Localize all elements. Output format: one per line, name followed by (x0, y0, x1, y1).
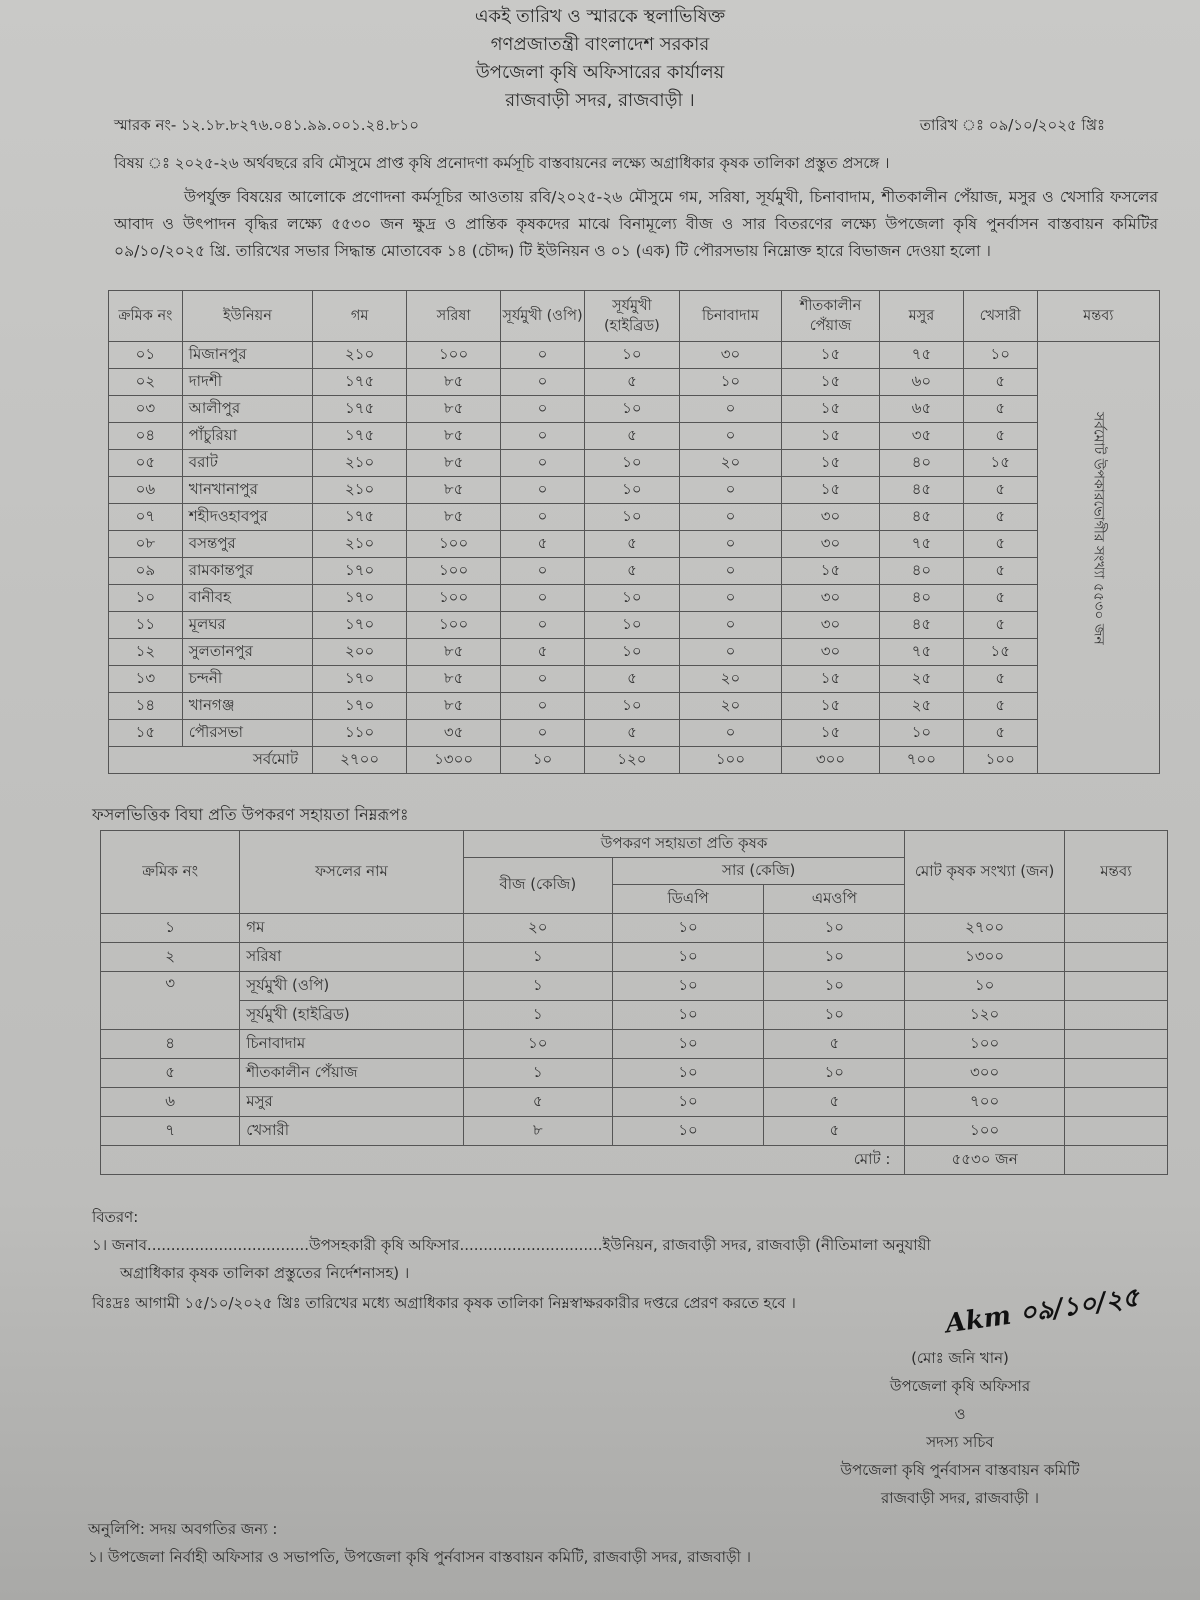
cell-mustard: ৮৫ (407, 396, 501, 423)
cell-grass-pea: ৫ (963, 720, 1037, 747)
cell-seed: ১ (463, 972, 612, 1001)
cell-crop: খেসারী (240, 1117, 463, 1146)
cell-mustard: ৮৫ (407, 504, 501, 531)
col-crop-name (240, 831, 463, 914)
cell-union: বসন্তপুর (182, 531, 312, 558)
cell-farmers: ১০০ (905, 1030, 1064, 1059)
signatory-name: (মোঃ জনি খান) (911, 1349, 1009, 1367)
cell-union: চন্দনী (182, 666, 312, 693)
cell-union: সুলতানপুর (182, 639, 312, 666)
cell-mustard: ১০০ (407, 531, 501, 558)
cell-serial: ১ (101, 914, 240, 943)
cell-mustard: ৮৫ (407, 693, 501, 720)
cell-winter-onion: ৩০ (781, 531, 879, 558)
table-header-row (109, 291, 1160, 342)
cell-lentil: ৪৫ (880, 504, 964, 531)
cell-sunflower-op: ০ (501, 504, 585, 531)
cell-mop: ১০ (764, 1001, 905, 1030)
cell-union: শহীদওহাবপুর (182, 504, 312, 531)
total-row (101, 1146, 1168, 1175)
cell-farmers: ১০ (905, 972, 1064, 1001)
cell-winter-onion: ১৫ (781, 558, 879, 585)
cell-winter-onion: ১৫ (781, 423, 879, 450)
col-fertilizer: সার (কেজি) (612, 858, 905, 885)
cell-crop: মসুর (240, 1088, 463, 1117)
cell-wheat: ২১০ (313, 450, 407, 477)
cell-remark (1064, 1030, 1167, 1059)
table-row (109, 612, 1160, 639)
cell-farmers: ১০০ (905, 1117, 1064, 1146)
total-label: মোট : (101, 1146, 905, 1175)
cell-crop: গম (240, 914, 463, 943)
total-sunflower-op: ১০ (501, 747, 585, 774)
table-row (109, 450, 1160, 477)
cell-grass-pea: ৫ (963, 477, 1037, 504)
cell-serial: ২ (101, 943, 240, 972)
cell-mustard: ৮৫ (407, 423, 501, 450)
distribution-title: বিতরণ: (92, 1208, 139, 1226)
cell-groundnut: ০ (679, 585, 781, 612)
cell-mop: ৫ (764, 1088, 905, 1117)
cell-wheat: ২০০ (313, 639, 407, 666)
cell-sunflower-hybrid: ৫ (584, 369, 679, 396)
total-farmers-value: ৫৫৩০ জন (905, 1146, 1064, 1175)
subject-line: বিষয় ঃ ২০২৫-২৬ অর্থবছরে রবি মৌসুমে প্রাপ্ত কৃষি প্রনোদণা কর্মসূচি বাস্তবায়নের লক্ষ্যে অগ্রাধিকার কৃষক তালিকা প্রস্তুত প্রসঙ্গে । (114, 154, 890, 172)
cell-sunflower-hybrid: ১০ (584, 693, 679, 720)
col-grass-pea: খেসারী (963, 291, 1037, 342)
cell-groundnut: ২০ (679, 666, 781, 693)
signatory-and: ও (954, 1405, 966, 1423)
col-union: ইউনিয়ন (182, 291, 312, 342)
col-serial: ক্রমিক নং (101, 831, 240, 914)
col-serial: ক্রমিক নং (109, 291, 183, 342)
cell-groundnut: ০ (679, 612, 781, 639)
total-row (109, 747, 1160, 774)
cell-grass-pea: ৫ (963, 612, 1037, 639)
cell-wheat: ১৭০ (313, 693, 407, 720)
cell-dap: ১০ (612, 1030, 763, 1059)
cell-union: বানীবহ (182, 585, 312, 612)
cell-farmers: ৩০০ (905, 1059, 1064, 1088)
cell-wheat: ১৭৫ (313, 396, 407, 423)
cell-sunflower-hybrid: ১০ (584, 612, 679, 639)
cell-groundnut: ২০ (679, 450, 781, 477)
cell-remark (1064, 972, 1167, 1001)
cell-dap: ১০ (612, 1001, 763, 1030)
cell-dap: ১০ (612, 972, 763, 1001)
total-winter-onion: ৩০০ (781, 747, 879, 774)
cell-lentil: ৬৫ (880, 396, 964, 423)
cell-lentil: ১০ (880, 720, 964, 747)
table-row (109, 531, 1160, 558)
cell-mustard: ১০০ (407, 612, 501, 639)
table-row (109, 585, 1160, 612)
cell-grass-pea: ৫ (963, 666, 1037, 693)
union-allocation-table (108, 290, 1160, 774)
table-row (109, 477, 1160, 504)
table-row (101, 1088, 1168, 1117)
body-paragraph: উপর্যুক্ত বিষয়ের আলোকে প্রণোদনা কর্মসূচির আওতায় রবি/২০২৫-২৬ মৌসুমে গম, সরিষা, সূর্যমুখী, চিনাবাদাম, শীতকালীন পেঁয়াজ, মসুর ও খেসারি ফসলের আবাদ ও উৎপাদন বৃদ্ধির লক্ষ্যে ৫৫৩০ জন ক্ষুদ্র ও প্রান্তিক কৃষকদের মাঝে বিনামূল্যে বীজ ও সার বিতরণের লক্ষ্যে উপজেলা কৃষি পুনর্বাসন বাস্তবায়ন কমিটির ০৯/১০/২০২৫ খ্রি. তারিখের সভার সিদ্ধান্ত মোতাবেক ১৪ (চৌদ্দ) টি ইউনিয়ন ও ০১ (এক) টি পৌরসভায় নিম্নোক্ত হারে বিভাজন দেওয়া হলো । (114, 188, 1158, 260)
cell-mustard: ৮৫ (407, 639, 501, 666)
cell-wheat: ১৭০ (313, 612, 407, 639)
remark-cell: সর্বমোট উপকারভোগীর সংখ্যা ৫৫৩০ জন (1037, 342, 1159, 774)
cell-winter-onion: ১৫ (781, 342, 879, 369)
office-location: রাজবাড়ী সদর, রাজবাড়ী । (505, 90, 695, 111)
cell-mop: ১০ (764, 943, 905, 972)
table-row (101, 972, 1168, 1001)
col-sunflower-op: সূর্যমুখী (ওপি) (501, 291, 585, 342)
cell-lentil: ৪০ (880, 585, 964, 612)
total-sunflower-hybrid: ১২০ (584, 747, 679, 774)
cell-lentil: ৭৫ (880, 531, 964, 558)
cell-seed: ৮ (463, 1117, 612, 1146)
cell-lentil: ৬০ (880, 369, 964, 396)
cell-sunflower-hybrid: ৫ (584, 423, 679, 450)
cell-groundnut: ০ (679, 423, 781, 450)
cell-union: বরাট (182, 450, 312, 477)
col-mop: এমওপি (764, 885, 905, 914)
cell-serial: ১৫ (109, 720, 183, 747)
table-row (109, 720, 1160, 747)
cell-lentil: ৭৫ (880, 342, 964, 369)
cell-serial: ৪ (101, 1030, 240, 1059)
cell-farmers: ২৭০০ (905, 914, 1064, 943)
cell-serial: ০২ (109, 369, 183, 396)
cell-grass-pea: ৫ (963, 693, 1037, 720)
cell-union: দাদশী (182, 369, 312, 396)
table-row (101, 1030, 1168, 1059)
cell-serial: ০৪ (109, 423, 183, 450)
total-label: সর্বমোট (109, 747, 313, 774)
table-row (109, 693, 1160, 720)
cell-wheat: ১৭০ (313, 666, 407, 693)
cell-serial: ১২ (109, 639, 183, 666)
cell-groundnut: ০ (679, 720, 781, 747)
cell-groundnut: ০ (679, 558, 781, 585)
cell-sunflower-hybrid: ৫ (584, 531, 679, 558)
cell-wheat: ২১০ (313, 477, 407, 504)
cell-remark (1064, 914, 1167, 943)
cell-seed: ১০ (463, 1030, 612, 1059)
cell-sunflower-op: ০ (501, 423, 585, 450)
cell-sunflower-hybrid: ১০ (584, 450, 679, 477)
cell-winter-onion: ১৫ (781, 396, 879, 423)
cell-farmers: ১৩০০ (905, 943, 1064, 972)
cell-crop: চিনাবাদাম (240, 1030, 463, 1059)
cell-mustard: ৮৫ (407, 450, 501, 477)
cell-sunflower-op: ৫ (501, 639, 585, 666)
cell-serial: ০৭ (109, 504, 183, 531)
table-row (101, 943, 1168, 972)
total-mustard: ১৩০০ (407, 747, 501, 774)
section2-title: ফসলভিত্তিক বিঘা প্রতি উপকরণ সহায়তা নিম্নরূপঃ (92, 805, 409, 824)
table-row (101, 1117, 1168, 1146)
cell-union: পাঁচুরিয়া (182, 423, 312, 450)
copy-title: অনুলিপি: সদয় অবগতির জন্য : (88, 1520, 278, 1538)
cell-union: খানখানাপুর (182, 477, 312, 504)
govt-name: গণপ্রজাতন্ত্রী বাংলাদেশ সরকার (490, 34, 710, 55)
cell-wheat: ২১০ (313, 531, 407, 558)
col-lentil: মসুর (880, 291, 964, 342)
cell-groundnut: ০ (679, 531, 781, 558)
signatory-committee: উপজেলা কৃষি পুর্নবাসন বাস্তবায়ন কমিটি (840, 1461, 1080, 1479)
cell-mop: ১০ (764, 972, 905, 1001)
cell-winter-onion: ৩০ (781, 504, 879, 531)
cell-grass-pea: ৫ (963, 504, 1037, 531)
cell-sunflower-op: ০ (501, 450, 585, 477)
cell-sunflower-hybrid: ৫ (584, 558, 679, 585)
cell-remark (1064, 1088, 1167, 1117)
total-remark (1064, 1146, 1167, 1175)
cell-winter-onion: ৩০ (781, 612, 879, 639)
cell-sunflower-op: ০ (501, 720, 585, 747)
signatory-title: উপজেলা কৃষি অফিসার (889, 1377, 1031, 1395)
cell-wheat: ১৭০ (313, 558, 407, 585)
cell-lentil: ৪০ (880, 450, 964, 477)
cell-serial: ০১ (109, 342, 183, 369)
cell-sunflower-hybrid: ৫ (584, 666, 679, 693)
cell-wheat: ১৭৫ (313, 504, 407, 531)
cell-sunflower-op: ০ (501, 477, 585, 504)
signatory-place: রাজবাড়ী সদর, রাজবাড়ী । (881, 1489, 1039, 1507)
cell-sunflower-op: ০ (501, 612, 585, 639)
col-total-farmers: মোট কৃষক সংখ্যা (জন) (905, 831, 1064, 914)
total-grass-pea: ১০০ (963, 747, 1037, 774)
cell-crop: সূর্যমুখী (ওপি) (240, 972, 463, 1001)
distribution-item-1-cont: অগ্রাধিকার কৃষক তালিকা প্রস্তুতের নির্দেশনাসহ) । (120, 1264, 410, 1282)
cell-union: খানগঞ্জ (182, 693, 312, 720)
cell-sunflower-hybrid: ১০ (584, 585, 679, 612)
col-seed: বীজ (কেজি) (463, 858, 612, 914)
col-groundnut: চিনাবাদাম (679, 291, 781, 342)
cell-wheat: ১৭৫ (313, 369, 407, 396)
cell-wheat: ১৭০ (313, 585, 407, 612)
memo-number: স্মারক নং- ১২.১৮.৮২৭৬.০৪১.৯৯.০০১.২৪.৮১০ (114, 116, 420, 134)
cell-farmers: ৭০০ (905, 1088, 1064, 1117)
cell-wheat: ২১০ (313, 342, 407, 369)
input-support-table (100, 830, 1168, 1175)
cell-grass-pea: ৫ (963, 369, 1037, 396)
cell-sunflower-op: ০ (501, 558, 585, 585)
cell-farmers: ১২০ (905, 1001, 1064, 1030)
cell-remark (1064, 943, 1167, 972)
cell-grass-pea: ৫ (963, 423, 1037, 450)
col-dap: ডিএপি (612, 885, 763, 914)
cell-winter-onion: ১৫ (781, 693, 879, 720)
cell-winter-onion: ১৫ (781, 450, 879, 477)
cell-union: রামকান্তপুর (182, 558, 312, 585)
cell-serial: ১৪ (109, 693, 183, 720)
cell-grass-pea: ৫ (963, 531, 1037, 558)
cell-remark (1064, 1059, 1167, 1088)
total-groundnut: ১০০ (679, 747, 781, 774)
cell-groundnut: ০ (679, 396, 781, 423)
cell-remark (1064, 1001, 1167, 1030)
cell-serial: ০৩ (109, 396, 183, 423)
cell-crop: সূর্যমুখী (হাইব্রিড) (240, 1001, 463, 1030)
signatory-title-2: সদস্য সচিব (926, 1433, 994, 1451)
cell-grass-pea: ১৫ (963, 450, 1037, 477)
cell-wheat: ১৭৫ (313, 423, 407, 450)
cell-winter-onion: ১৫ (781, 369, 879, 396)
cell-mustard: ১০০ (407, 342, 501, 369)
cell-mustard: ৩৫ (407, 720, 501, 747)
cell-mustard: ১০০ (407, 585, 501, 612)
office-name: উপজেলা কৃষি অফিসারের কার্যালয় (475, 62, 725, 83)
cell-sunflower-op: ০ (501, 585, 585, 612)
cell-mustard: ৮৫ (407, 369, 501, 396)
copy-item-1: ১। উপজেলা নির্বাহী অফিসার ও সভাপতি, উপজেলা কৃষি পুর্নবাসন বাস্তবায়ন কমিটি, রাজবাড়ী সদর, রাজবাড়ী । (88, 1548, 752, 1566)
cell-winter-onion: ১৫ (781, 666, 879, 693)
cell-sunflower-hybrid: ৫ (584, 720, 679, 747)
cell-lentil: ৪৫ (880, 612, 964, 639)
crop-name-header: ফসলের নাম (315, 861, 388, 880)
cell-groundnut: ২০ (679, 693, 781, 720)
cell-groundnut: ১০ (679, 369, 781, 396)
cell-serial: ০৮ (109, 531, 183, 558)
col-sunflower-hybrid: সূর্যমুখী (হাইব্রিড) (584, 291, 679, 342)
cell-sunflower-op: ০ (501, 396, 585, 423)
table-row (109, 666, 1160, 693)
cell-mop: ১০ (764, 914, 905, 943)
cell-serial: ৩ (101, 972, 240, 1030)
overlay-note: একই তারিখ ও স্মারকে স্থলাভিষিক্ত (474, 6, 726, 27)
total-wheat: ২৭০০ (313, 747, 407, 774)
cell-dap: ১০ (612, 1117, 763, 1146)
cell-mop: ১০ (764, 1059, 905, 1088)
col-remark: মন্তব্য (1064, 831, 1167, 914)
cell-serial: ১৩ (109, 666, 183, 693)
cell-lentil: ৪৫ (880, 477, 964, 504)
cell-seed: ১ (463, 943, 612, 972)
cell-sunflower-hybrid: ১০ (584, 639, 679, 666)
memo-date: তারিখ ঃ ০৯/১০/২০২৫ খ্রিঃ (919, 116, 1105, 134)
cell-groundnut: ০ (679, 504, 781, 531)
cell-groundnut: ০ (679, 477, 781, 504)
cell-mustard: ১০০ (407, 558, 501, 585)
cell-lentil: ২৫ (880, 693, 964, 720)
cell-union: মিজানপুর (182, 342, 312, 369)
cell-dap: ১০ (612, 1059, 763, 1088)
cell-serial: ১১ (109, 612, 183, 639)
col-support-per-farmer: উপকরণ সহায়তা প্রতি কৃষক (463, 831, 905, 858)
cell-wheat: ১১০ (313, 720, 407, 747)
cell-dap: ১০ (612, 943, 763, 972)
cell-grass-pea: ৫ (963, 585, 1037, 612)
col-wheat: গম (313, 291, 407, 342)
cell-dap: ১০ (612, 1088, 763, 1117)
col-winter-onion: শীতকালীন পেঁয়াজ (781, 291, 879, 342)
table-row (109, 558, 1160, 585)
cell-seed: ১ (463, 1001, 612, 1030)
cell-remark (1064, 1117, 1167, 1146)
cell-sunflower-hybrid: ১০ (584, 396, 679, 423)
cell-serial: ০৫ (109, 450, 183, 477)
cell-grass-pea: ১০ (963, 342, 1037, 369)
cell-serial: ৭ (101, 1117, 240, 1146)
cell-sunflower-op: ০ (501, 369, 585, 396)
cell-mop: ৫ (764, 1030, 905, 1059)
cell-grass-pea: ১৫ (963, 639, 1037, 666)
total-lentil: ৭০০ (880, 747, 964, 774)
cell-winter-onion: ১৫ (781, 720, 879, 747)
cell-sunflower-hybrid: ১০ (584, 477, 679, 504)
table-row (101, 1059, 1168, 1088)
table-row (101, 1001, 1168, 1030)
handwritten-signature: Akm ০৯/১০/২৫ (943, 1282, 1142, 1340)
table-row (109, 423, 1160, 450)
cell-mustard: ৮৫ (407, 666, 501, 693)
cell-dap: ১০ (612, 914, 763, 943)
col-remark: মন্তব্য (1037, 291, 1159, 342)
cell-groundnut: ৩০ (679, 342, 781, 369)
cell-sunflower-op: ০ (501, 342, 585, 369)
cell-winter-onion: ৩০ (781, 585, 879, 612)
cell-union: পৌরসভা (182, 720, 312, 747)
cell-union: আলীপুর (182, 396, 312, 423)
cell-grass-pea: ৫ (963, 396, 1037, 423)
cell-seed: ৫ (463, 1088, 612, 1117)
cell-sunflower-op: ০ (501, 666, 585, 693)
col-mustard: সরিষা (407, 291, 501, 342)
cell-mustard: ৮৫ (407, 477, 501, 504)
cell-serial: ১০ (109, 585, 183, 612)
cell-winter-onion: ৩০ (781, 639, 879, 666)
cell-mop: ৫ (764, 1117, 905, 1146)
table-row (109, 342, 1160, 369)
cell-serial: ০৯ (109, 558, 183, 585)
table-row (101, 914, 1168, 943)
cell-crop: সরিষা (240, 943, 463, 972)
cell-crop: শীতকালীন পেঁয়াজ (240, 1059, 463, 1088)
cell-lentil: ৭৫ (880, 639, 964, 666)
cell-sunflower-op: ৫ (501, 531, 585, 558)
distribution-item-1: ১। জনাব..................................উপসহকারী কৃষি অফিসার..............................ইউনিয়ন, রাজবাড়ী সদর, রাজবাড়ী (নীতিমালা অনুযায়ী (92, 1236, 931, 1254)
table-row (109, 504, 1160, 531)
cell-sunflower-op: ০ (501, 693, 585, 720)
cell-groundnut: ০ (679, 639, 781, 666)
cell-serial: ০৬ (109, 477, 183, 504)
cell-seed: ২০ (463, 914, 612, 943)
table-row (109, 396, 1160, 423)
cell-grass-pea: ৫ (963, 558, 1037, 585)
cell-lentil: ৩৫ (880, 423, 964, 450)
cell-sunflower-hybrid: ১০ (584, 504, 679, 531)
cell-union: মূলঘর (182, 612, 312, 639)
table-row (109, 639, 1160, 666)
cell-seed: ১ (463, 1059, 612, 1088)
cell-lentil: ৪০ (880, 558, 964, 585)
cell-serial: ৬ (101, 1088, 240, 1117)
table-row (109, 369, 1160, 396)
cell-serial: ৫ (101, 1059, 240, 1088)
cell-lentil: ২৫ (880, 666, 964, 693)
note-line: বিঃদ্রঃ আগামী ১৫/১০/২০২৫ খ্রিঃ তারিখের মধ্যে অগ্রাধিকার কৃষক তালিকা নিম্নস্বাক্ষরকারীর দপ্তরে প্রেরণ করতে হবে । (92, 1294, 796, 1312)
cell-winter-onion: ১৫ (781, 477, 879, 504)
cell-sunflower-hybrid: ১০ (584, 342, 679, 369)
